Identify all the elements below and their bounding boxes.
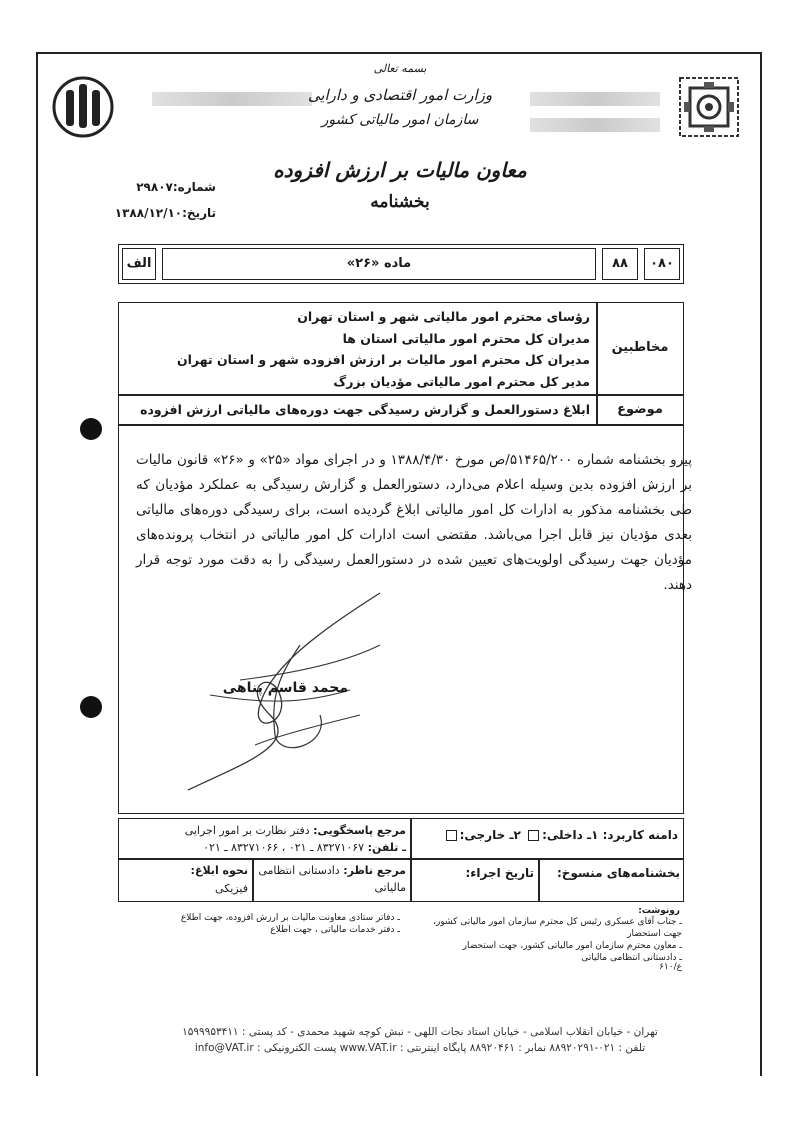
copies-right-list xyxy=(420,916,682,964)
addressee-line: رؤسای محترم امور مالیاتی شهر و استان تهران xyxy=(297,309,590,324)
document-type: بخشنامه xyxy=(370,192,430,212)
number-value: ۲۹۸۰۷ xyxy=(136,180,173,194)
classification-letter: الف xyxy=(126,256,152,271)
phone-value: ۸۳۲۷۱۰۶۷ ـ ۰۲۱ ، ۸۳۲۷۱۰۶۶ ـ ۰۲۱ xyxy=(203,841,365,854)
divider xyxy=(252,858,254,902)
abolished-circulars-label: بخشنامه‌های منسوخ: xyxy=(557,866,680,880)
address-line: تهران - خیابان انقلاب اسلامی - خیابان استاد نجات اللهی - نبش کوچه شهید محمدی - کد پستی : ۱۵۹۹۹۵۳۴۱۱ xyxy=(182,1026,658,1038)
notify-method-value: فیزیکی xyxy=(215,882,248,895)
date-label: تاریخ: xyxy=(182,206,216,220)
copy-recipient: ـ دفاتر ستادی معاونت مالیات بر ارزش افزوده، جهت اطلاع xyxy=(180,913,400,923)
copy-recipient: ـ دادستانی انتظامی مالیاتی xyxy=(581,953,682,963)
copy-recipient: ـ جناب آقای عسکری رئیس کل محترم سازمان امور مالیاتی کشور، جهت استحضار xyxy=(433,917,682,939)
response-ref-value: دفتر نظارت بر امور اجرایی xyxy=(184,824,310,837)
ministry-name: وزارت امور اقتصادی و دارایی xyxy=(307,86,493,104)
divider xyxy=(596,302,598,424)
basmala: بسمه تعالی xyxy=(373,62,427,75)
copy-recipient: ـ معاون محترم سازمان امور مالیاتی کشور، جهت استحضار xyxy=(462,941,682,951)
supervisor-reference xyxy=(256,862,406,896)
phone-label: ـ تلفن: xyxy=(367,841,406,854)
execution-date-label: تاریخ اجراء: xyxy=(465,866,534,880)
letter-body: پیرو بخشنامه شماره ۵۱۴۶۵/۲۰۰/ص مورخ ۱۳۸۸/۴/۳۰ و در اجرای مواد «۲۵» و «۲۶» قانون مالیات بر ارزش افزوده بدین وسیله اعلام می‌دارد، دستورالعمل و گزارش رسیدگی به عملکرد مؤدیان که طی بخشنامه مذکور به ادارات کل امور مالیاتی ابلاغ گردیده است، برای رسیدگی دوره‌های مالیاتی بعدی مؤدیان نیز قابل اجرا می‌باشد. مقتضی است ادارات کل امور مالیاتی در انتخاب پرونده‌های مؤدیان جهت رسیدگی اولویت‌های تعیین شده در دستورالعمل رسیدگی را به دقت مورد توجه قرار دهند. xyxy=(136,452,692,593)
copy-recipient: ـ دفتر خدمات مالیاتی ، جهت اطلاع xyxy=(270,925,400,935)
frame-border-left xyxy=(36,52,38,1076)
scope-row xyxy=(418,828,678,842)
deputy-title: معاون مالیات بر ارزش افزوده xyxy=(273,158,527,182)
letter-number xyxy=(96,180,216,194)
notify-method-label: نحوه ابلاغ: xyxy=(190,864,248,877)
divider xyxy=(118,424,684,426)
classification-code-2: ۸۸ xyxy=(612,256,628,271)
organization-name: سازمان امور مالیاتی کشور xyxy=(321,112,479,128)
classification-code-1: ۰۸۰ xyxy=(650,256,674,271)
response-ref-label: مرجع پاسخگویی: xyxy=(313,824,406,837)
supervisor-label: مرجع ناظر: xyxy=(343,864,406,877)
ministry-emblem-icon xyxy=(52,76,114,138)
addressee-line: مدیر کل محترم امور مالیاتی مؤدیان بزرگ xyxy=(333,373,590,389)
form-code: ع/۶۱۰ xyxy=(659,962,682,972)
addressee-line: مدیران کل محترم امور مالیاتی استان ها xyxy=(342,330,590,346)
response-reference xyxy=(124,822,406,856)
signatory-name: محمد قاسم پناهی xyxy=(222,680,348,696)
frame-border-top xyxy=(38,52,762,54)
supervisor-value: دادستانی انتظامی مالیاتی xyxy=(258,864,406,894)
external-option-label: ۲ـ خارجی: xyxy=(459,828,521,842)
frame-border-right xyxy=(760,52,762,1076)
addressee-line: مدیران کل محترم امور مالیات بر ارزش افزوده شهر و استان تهران xyxy=(176,352,590,367)
divider xyxy=(410,818,412,902)
tax-organization-emblem-icon xyxy=(676,74,742,140)
letter-date xyxy=(96,206,216,220)
contact-line: تلفن : ۰۲۱-۸۸۹۲۰۲۹۱ نمابر : ۸۸۹۲۰۴۶۱ پایگاه اینترنتی : www.VAT.ir پست الکترونیکی : info@VAT.ir xyxy=(194,1042,646,1054)
copies-label: رونوشت: xyxy=(638,906,680,916)
divider xyxy=(118,394,684,396)
subject-text: ابلاغ دستورالعمل و گزارش رسیدگی جهت دوره‌های مالیاتی ارزش افزوده xyxy=(140,402,590,417)
punch-hole-top xyxy=(80,418,102,440)
copies-left-list xyxy=(180,912,400,936)
addressees-list xyxy=(130,306,590,392)
scope-label: دامنه کاربرد: xyxy=(602,828,678,842)
number-label: شماره: xyxy=(172,180,216,194)
divider xyxy=(118,858,684,860)
date-value: ۱۳۸۸/۱۲/۱۰ xyxy=(114,206,183,220)
external-checkbox[interactable] xyxy=(446,830,457,841)
internal-option-label: ۱ـ داخلی: xyxy=(542,828,599,842)
divider xyxy=(538,858,540,902)
internal-checkbox[interactable] xyxy=(528,830,539,841)
addressees-label: مخاطبین xyxy=(611,340,669,355)
punch-hole-bottom xyxy=(80,696,102,718)
classification-article: ماده «۲۶» xyxy=(346,256,412,271)
notify-method xyxy=(124,862,248,898)
subject-label: موضوع xyxy=(617,402,663,417)
